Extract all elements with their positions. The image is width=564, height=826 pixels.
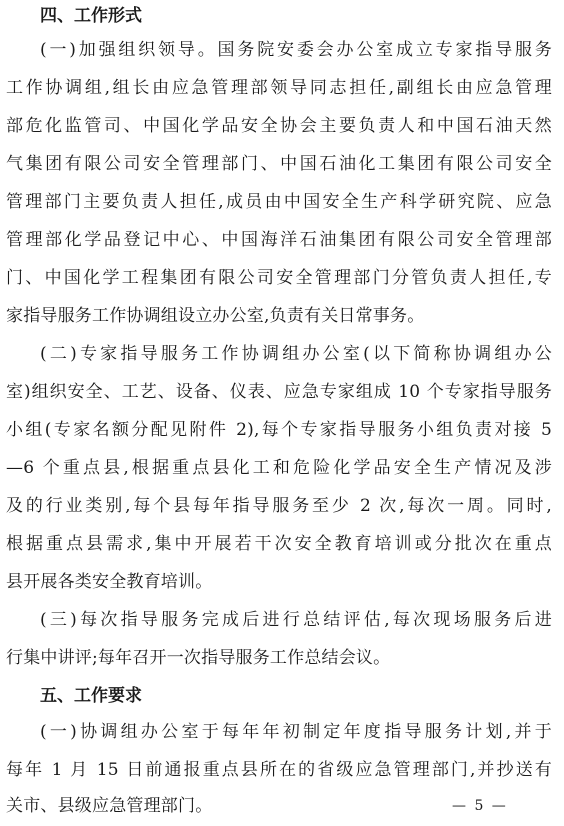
paragraph-line: (一)协调组办公室于每年年初制定年度指导服务计划,并于 bbox=[40, 722, 552, 742]
paragraph-line: 室)组织安全、工艺、设备、仪表、应急专家组成 10 个专家指导服务 bbox=[6, 382, 552, 402]
paragraph-line: (二)专家指导服务工作协调组办公室(以下简称协调组办公 bbox=[40, 344, 552, 364]
paragraph-line: 工作协调组,组长由应急管理部领导同志担任,副组长由应急管理 bbox=[6, 78, 552, 98]
paragraph-line: 管理部化学品登记中心、中国海洋石油集团有限公司安全管理部 bbox=[6, 230, 552, 250]
paragraph-line: (一)加强组织领导。国务院安委会办公室成立专家指导服务 bbox=[40, 40, 552, 60]
section-heading-5: 五、工作要求 bbox=[40, 686, 142, 706]
paragraph-line: 每年 1 月 15 日前通报重点县所在的省级应急管理部门,并抄送有 bbox=[6, 760, 552, 780]
paragraph-line: 管理部门主要负责人担任,成员由中国安全生产科学研究院、应急 bbox=[6, 192, 552, 212]
paragraph-line: —6 个重点县,根据重点县化工和危险化学品安全生产情况及涉 bbox=[6, 458, 552, 478]
paragraph-line: 家指导服务工作协调组设立办公室,负责有关日常事务。 bbox=[6, 306, 425, 326]
paragraph-line: 门、中国化学工程集团有限公司安全管理部门分管负责人担任,专 bbox=[6, 268, 552, 288]
paragraph-line: (三)每次指导服务完成后进行总结评估,每次现场服务后进 bbox=[40, 610, 552, 630]
paragraph-line: 根据重点县需求,集中开展若干次安全教育培训或分批次在重点 bbox=[6, 534, 552, 554]
section-heading-4: 四、工作形式 bbox=[40, 6, 142, 26]
page-number: — 5 — bbox=[452, 798, 508, 814]
paragraph-line: 小组(专家名额分配见附件 2),每个专家指导服务小组负责对接 5 bbox=[6, 420, 552, 440]
paragraph-line: 行集中讲评;每年召开一次指导服务工作总结会议。 bbox=[6, 648, 391, 668]
paragraph-line: 关市、县级应急管理部门。 bbox=[6, 796, 213, 816]
paragraph-line: 及的行业类别,每个县每年指导服务至少 2 次,每次一周。同时, bbox=[6, 496, 552, 516]
paragraph-line: 县开展各类安全教育培训。 bbox=[6, 572, 213, 592]
paragraph-line: 气集团有限公司安全管理部门、中国石油化工集团有限公司安全 bbox=[6, 154, 552, 174]
paragraph-line: 部危化监管司、中国化学品安全协会主要负责人和中国石油天然 bbox=[6, 116, 552, 136]
